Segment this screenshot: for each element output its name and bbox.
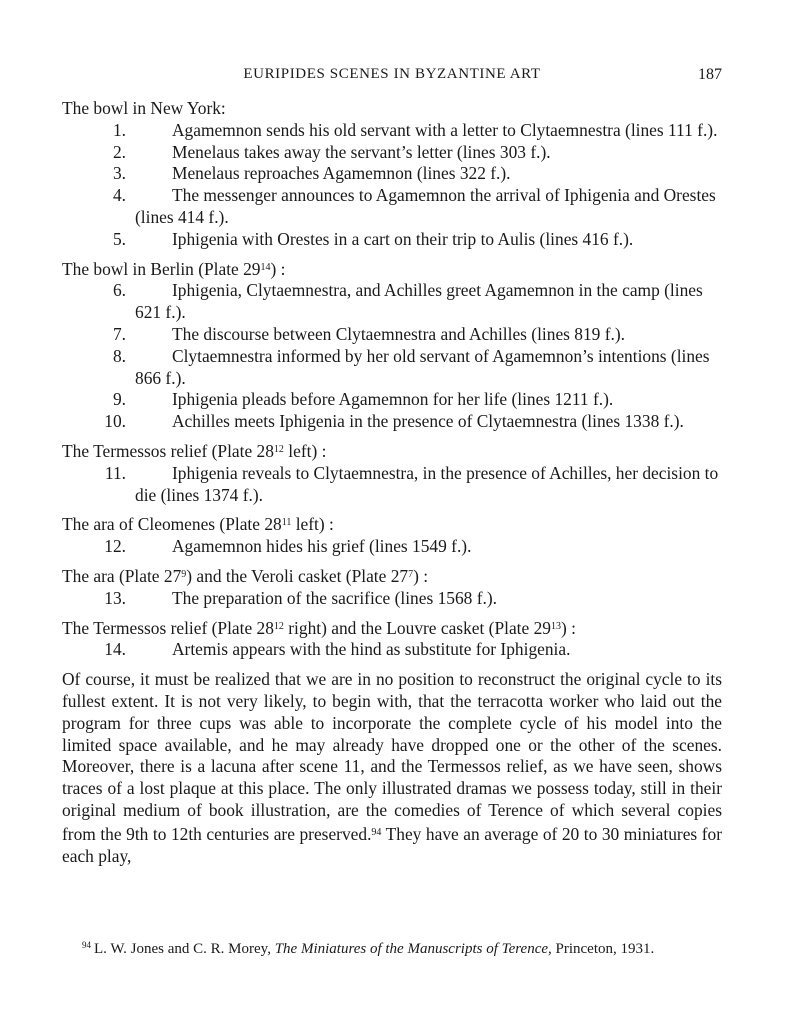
item-text: Menelaus reproaches Agamemnon (lines 322 f.).	[172, 163, 511, 184]
group-heading-text: The bowl in New York:	[62, 98, 226, 118]
list-item	[62, 411, 722, 433]
item-number: 3.	[112, 163, 126, 184]
item-text: Achilles meets Iphigenia in the presence of Clytaemnestra (lines 1338 f.).	[172, 411, 684, 432]
list-item	[62, 639, 722, 661]
item-text: The messenger announces to Agamemnon the arrival of Iphigenia and Orestes (lines 414 f.).	[135, 185, 716, 227]
item-number: 6.	[112, 280, 126, 301]
footnote-authors: L. W. Jones and C. R. Morey,	[94, 941, 275, 957]
item-number: 7.	[112, 323, 126, 344]
footnote-reference: 94	[371, 826, 382, 838]
item-number: 8.	[112, 345, 126, 366]
item-text: The discourse between Clytaemnestra and Achilles (lines 819 f.).	[172, 323, 625, 344]
item-number: 14.	[104, 639, 126, 660]
footnote-rest: , Princeton, 1931.	[548, 941, 655, 957]
scene-list-ara-veroli	[62, 588, 722, 610]
plate-superscript: 14	[260, 261, 271, 273]
item-number: 5.	[112, 228, 126, 249]
list-item	[62, 120, 722, 142]
scene-list-new-york	[62, 120, 722, 251]
running-header	[62, 66, 722, 90]
item-text: Clytaemnestra informed by her old servant of Agamemnon’s intentions (lines 866 f.).	[135, 345, 710, 388]
item-number: 10.	[104, 411, 126, 432]
group-heading-new-york	[62, 98, 722, 120]
page-number: 187	[698, 66, 722, 83]
running-title: EURIPIDES SCENES IN BYZANTINE ART	[243, 66, 541, 82]
item-text: Iphigenia with Orestes in a cart on their trip to Aulis (lines 416 f.).	[172, 228, 634, 249]
item-text: Iphigenia reveals to Clytaemnestra, in the presence of Achilles, her decision to die (lines 1374 f.).	[135, 462, 719, 505]
footnote	[62, 935, 722, 959]
group-heading-suffix: ) :	[270, 258, 286, 279]
list-item	[62, 280, 722, 324]
plate-superscript: 13	[550, 620, 561, 632]
body-paragraph	[62, 669, 722, 867]
group-heading-suffix: ) :	[413, 565, 429, 586]
item-text: Agamemnon hides his grief (lines 1549 f.).	[172, 536, 472, 557]
group-heading-text: The ara (Plate 27	[62, 565, 182, 586]
footnote-mark: 94	[82, 940, 91, 950]
list-item	[62, 463, 722, 507]
group-heading-text: The Termessos relief (Plate 28	[62, 617, 274, 638]
plate-superscript: 7	[408, 568, 414, 580]
list-item	[62, 389, 722, 411]
group-heading-text: The bowl in Berlin (Plate 29	[62, 258, 261, 279]
group-heading-text: The ara of Cleomenes (Plate 28	[62, 514, 282, 535]
list-item	[62, 229, 722, 251]
item-text: Menelaus takes away the servant’s letter (lines 303 f.).	[172, 141, 551, 162]
item-text: Iphigenia, Clytaemnestra, and Achilles greet Agamemnon in the camp (lines 621 f.).	[135, 280, 703, 323]
plate-superscript: 12	[273, 620, 284, 632]
item-number: 1.	[112, 119, 126, 140]
item-text: Artemis appears with the hind as substitute for Iphigenia.	[172, 639, 571, 660]
list-item	[62, 142, 722, 164]
group-heading-termessos-right-louvre	[62, 616, 722, 640]
group-heading-termessos-left	[62, 439, 722, 463]
item-number: 13.	[104, 587, 126, 608]
paragraph-text: Of course, it must be realized that we are in no position to reconstruct the original cycle to its fullest extent. It is not very likely, to begin with, that the terracotta worker who laid out the program for three cups was able to incorporate the complete cycle of his model into the limited space available, and he may already have dropped one or the other of the scenes. Moreover, there is a lacuna after scene 11, and the Termessos relief, as we have seen, shows traces of a lost plaque at this place. The only illustrated dramas we possess today, still in their original medium of book illustration, are the comedies of Terence of which several copies from the 9th to 12th centuries are preserved.	[62, 669, 722, 844]
group-heading-suffix: ) and the Veroli casket (Plate 27	[186, 565, 409, 586]
list-item	[62, 346, 722, 390]
scene-list-berlin	[62, 280, 722, 433]
list-item	[62, 163, 722, 185]
item-number: 4.	[112, 185, 126, 206]
plate-superscript: 12	[273, 443, 284, 455]
group-heading-ara-cleomenes	[62, 512, 722, 536]
item-text: The preparation of the sacrifice (lines 1568 f.).	[172, 587, 497, 608]
group-heading-ara-veroli	[62, 564, 722, 588]
list-item	[62, 185, 722, 229]
list-item	[62, 324, 722, 346]
group-heading-suffix: right) and the Louvre casket (Plate 29	[283, 617, 551, 638]
main-text	[62, 98, 722, 867]
group-heading-text: The Termessos relief (Plate 28	[62, 440, 274, 461]
paragraph-text-continued: They have an average of 20 to 30 miniatures for each play,	[62, 823, 722, 866]
group-heading-suffix: ) :	[560, 617, 576, 638]
list-item	[62, 536, 722, 558]
group-heading-suffix: left) :	[291, 514, 334, 535]
scene-list-termessos-right-louvre	[62, 639, 722, 661]
item-number: 2.	[112, 141, 126, 162]
plate-superscript: 11	[281, 517, 292, 529]
item-number: 11.	[104, 462, 126, 483]
list-item	[62, 588, 722, 610]
plate-superscript: 9	[181, 568, 187, 580]
footnote-title: The Miniatures of the Manuscripts of Terence	[274, 941, 549, 957]
group-heading-berlin	[62, 257, 722, 281]
scene-list-termessos-left	[62, 463, 722, 507]
group-heading-suffix: left) :	[283, 440, 327, 461]
item-text: Agamemnon sends his old servant with a letter to Clytaemnestra (lines 111 f.).	[172, 119, 718, 140]
scene-list-ara-cleomenes	[62, 536, 722, 558]
item-number: 9.	[112, 389, 126, 410]
item-text: Iphigenia pleads before Agamemnon for her life (lines 1211 f.).	[172, 389, 614, 410]
item-number: 12.	[104, 536, 126, 557]
